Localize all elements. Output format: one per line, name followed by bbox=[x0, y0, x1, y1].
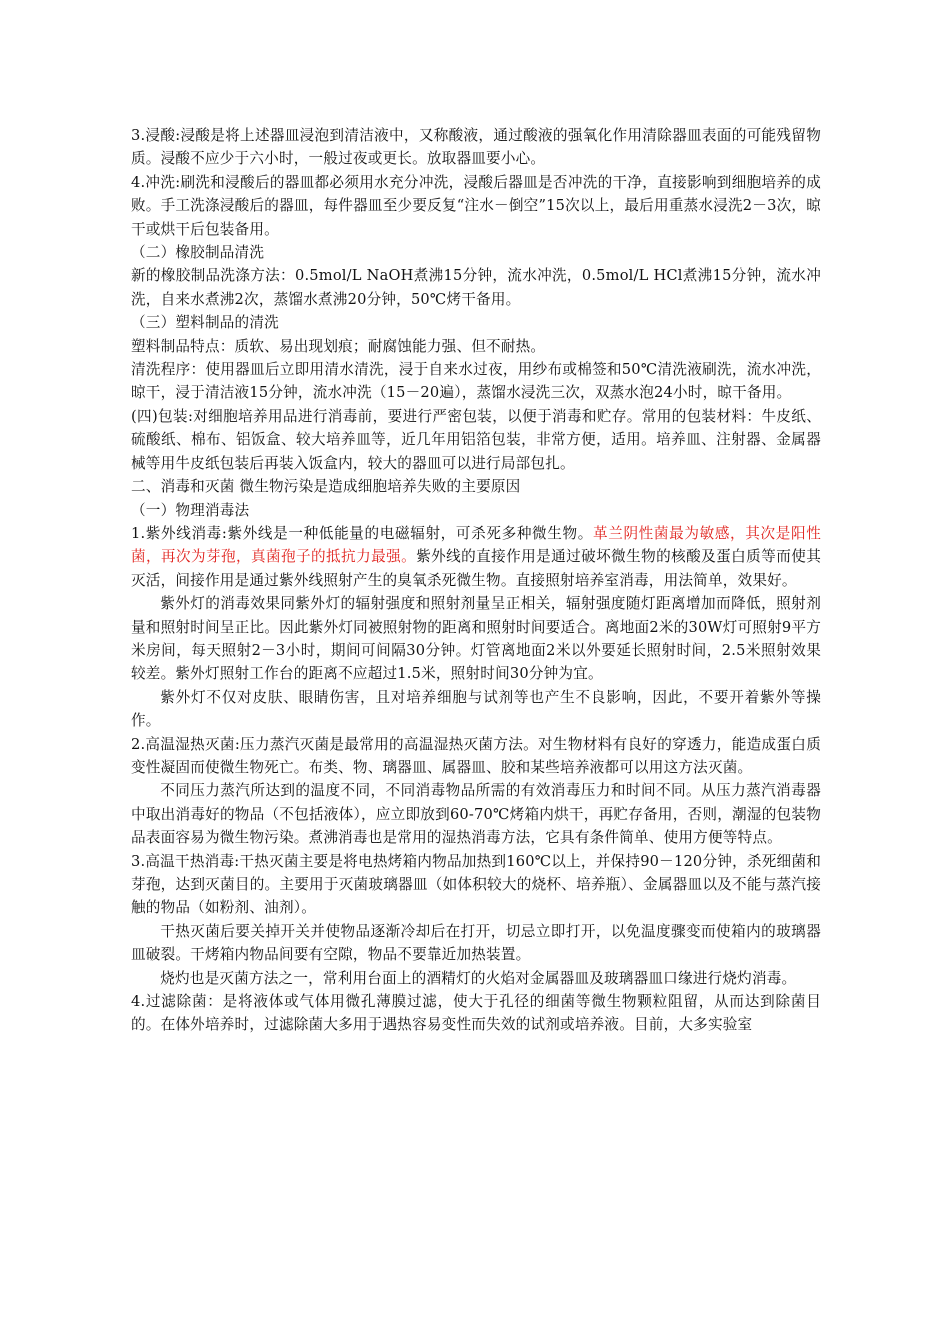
heading-disinfection: 二、消毒和灭菌 微生物污染是造成细胞培养失败的主要原因 bbox=[131, 478, 521, 496]
heading-plastic-cleaning: （三）塑料制品的清洗 bbox=[131, 314, 279, 332]
paragraph-filtration: 4.过滤除菌：是将液体或气体用微孔薄膜过滤，使大于孔径的细菌等微生物颗粒阻留，从而达到除菌目的。在体外培养时，过滤除菌大多用于遇热容易变性而失效的试剂或培养液。目前，大多实验室 bbox=[131, 993, 821, 1034]
heading-rubber-cleaning: （二）橡胶制品清洗 bbox=[131, 244, 265, 262]
paragraph-flaming: 烧灼也是灭菌方法之一，常利用台面上的酒精灯的火焰对金属器皿及玻璃器皿口缘进行烧灼消毒。 bbox=[160, 969, 797, 987]
paragraph-rubber-method: 新的橡胶制品洗涤方法：0.5mol/L NaOH煮沸15分钟，流水冲洗，0.5mol/L HCl煮沸15分钟，流水冲洗，自来水煮沸2次，蒸馏水煮沸20分钟，50℃烤干备用。 bbox=[131, 267, 821, 308]
paragraph-acid-soak: 3.浸酸:浸酸是将上述器皿浸泡到清洁液中，又称酸液，通过酸液的强氧化作用清除器皿表面的可能残留物质。浸酸不应少于六小时，一般过夜或更长。放取器皿要小心。 bbox=[131, 127, 821, 168]
paragraph-dry-heat: 3.高温干热消毒:干热灭菌主要是将电热烤箱内物品加热到160℃以上，并保持90－120分钟，杀死细菌和芽孢，达到灭菌目的。主要用于灭菌玻璃器皿（如体积较大的烧杯、培养瓶）、金属器皿以及不能与蒸汽接触的物品（如粉剂、油剂）。 bbox=[131, 852, 821, 917]
paragraph-dry-heat-caution: 干热灭菌后要关掉开关并使物品逐渐冷却后在打开，切忌立即打开，以免温度骤变而使箱内的玻璃器皿破裂。干烤箱内物品间要有空隙，物品不要靠近加热装置。 bbox=[131, 922, 821, 964]
document-page bbox=[131, 124, 821, 1037]
uv-rest-text: 紫外线的直接作用是通过破坏微生物的核酸及蛋白质等而使其灭活，间接作用是通过紫外线照射产生的臭氧杀死微生物。直接照射培养室消毒，用法简单，效果好。 bbox=[131, 548, 821, 589]
paragraph-plastic-features: 塑料制品特点：质软、易出现划痕；耐腐蚀能力强、但不耐热。 bbox=[131, 337, 546, 355]
paragraph-plastic-procedure: 清洗程序：使用器皿后立即用清水清洗，浸于自来水过夜，用纱布或棉签和50℃清洗液刷洗，流水冲洗，晾干，浸于清洁液15分钟，流水冲洗（15－20遍），蒸馏水浸洗三次，双蒸水泡24小时，晾干备用。 bbox=[131, 361, 821, 402]
paragraph-rinse: 4.冲洗:刷洗和浸酸后的器皿都必须用水充分冲洗，浸酸后器皿是否冲洗的干净，直接影响到细胞培养的成败。手工洗涤浸酸后的器皿，每件器皿至少要反复“注水－倒空”15次以上，最后用重蒸水浸洗2－3次，晾干或烘干后包装备用。 bbox=[131, 173, 821, 238]
heading-physical-disinfection: （一）物理消毒法 bbox=[131, 501, 250, 519]
paragraph-uv-warning: 紫外灯不仅对皮肤、眼睛伤害，且对培养细胞与试剂等也产生不良影响，因此，不要开着紫外等操作。 bbox=[131, 688, 821, 730]
paragraph-uv-disinfection bbox=[131, 522, 821, 592]
uv-highlight-text: 革兰阴性菌最为敏感，其次是阳性菌，再次为芽孢，真菌孢子的抵抗力最强。 bbox=[131, 524, 821, 566]
uv-intro-text: 1.紫外线消毒:紫外线是一种低能量的电磁辐射，可杀死多种微生物。 bbox=[131, 524, 593, 542]
paragraph-uv-effect: 紫外灯的消毒效果同紫外灯的辐射强度和照射剂量呈正相关，辐射强度随灯距离增加而降低，照射剂量和照射时间呈正比。因此紫外灯同被照射物的距离和照射时间要适合。离地面2米的30W灯可照射9平方米房间，每天照射2－3小时，期间可间隔30分钟。灯管离地面2米以外要延长照射时间，2.5米照射效果较差。紫外灯照射工作台的距离不应超过1.5米，照射时间30分钟为宜。 bbox=[131, 595, 821, 683]
paragraph-pressure-steam: 不同压力蒸汽所达到的温度不同，不同消毒物品所需的有效消毒压力和时间不同。从压力蒸汽消毒器中取出消毒好的物品（不包括液体），应立即放到60-70℃烤箱内烘干，再贮存备用，否则，潮湿的包装物品表面容易为微生物污染。煮沸消毒也是常用的湿热消毒方法，它具有条件简单、使用方便等特点。 bbox=[131, 782, 821, 847]
paragraph-moist-heat: 2.高温湿热灭菌:压力蒸汽灭菌是最常用的高温湿热灭菌方法。对生物材料有良好的穿透力，能造成蛋白质变性凝固而使微生物死亡。布类、物、璃器皿、属器皿、胶和某些培养液都可以用这方法灭菌。 bbox=[131, 735, 821, 776]
paragraph-packaging: (四)包装:对细胞培养用品进行消毒前，要进行严密包装，以便于消毒和贮存。常用的包装材料：牛皮纸、硫酸纸、棉布、铝饭盒、较大培养皿等，近几年用铝箔包装，非常方便，适用。培养皿、注射器、金属器械等用牛皮纸包装后再装入饭盒内，较大的器皿可以进行局部包扎。 bbox=[131, 407, 821, 472]
